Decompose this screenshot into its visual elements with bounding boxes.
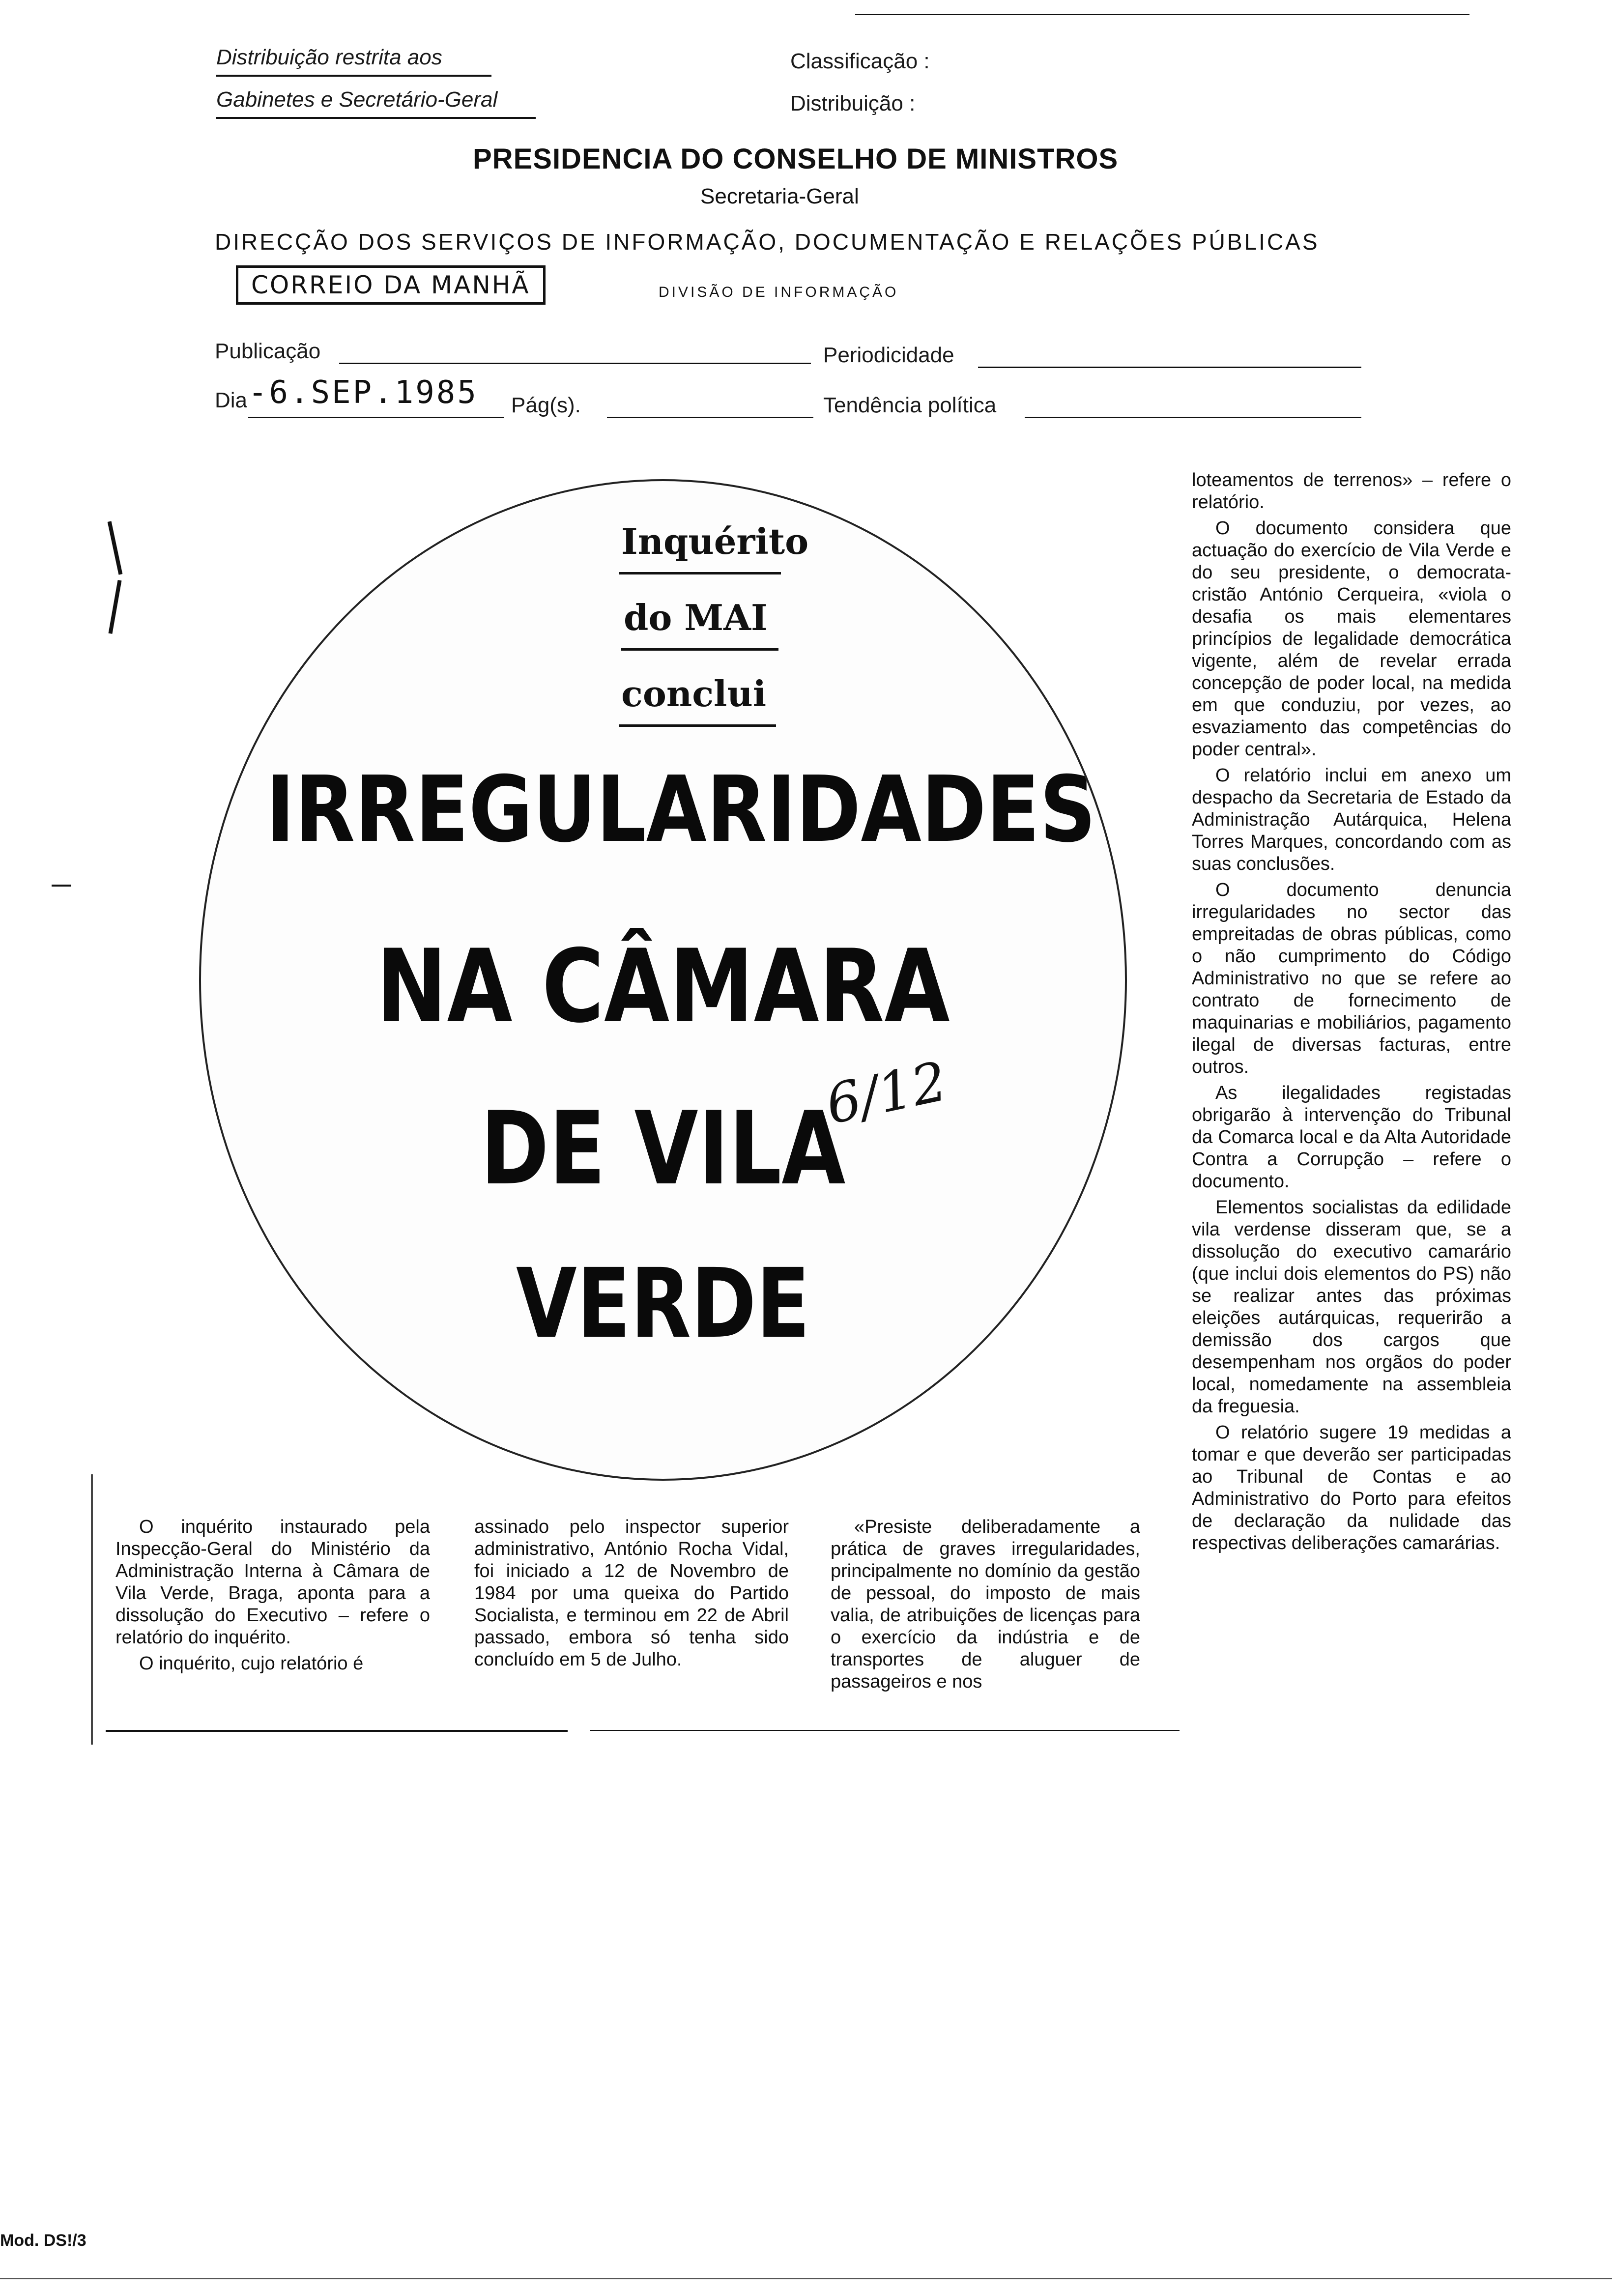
column-end-rule [106,1730,568,1732]
paragraph: As ilegalidades registadas obrigarão à intervenção do Tribunal da Comarca local e da Alta Autoridade Contra a Corrupção – refere o documento. [1192,1083,1511,1192]
form-code: Mod. DS!/3 [0,2231,86,2250]
paragraph: Elementos socialistas da edilidade vila verdense disseram que, se a dissolução do executivo camarário (que inclui dois elementos do PS) não se realizar antes das próximas eleições autárquicas, requerirão a demissão dos cargos que desempenham nos orgãos do poder local, nomedamente na assembleia da freguesia. [1192,1197,1511,1417]
paragraph: O relatório sugere 19 medidas a tomar e que deverão ser participadas ao Tribunal de Contas e ao Administrativo do Porto para efeitos de declaração da nulidade das respectivas deliberações camarárias. [1192,1422,1511,1553]
paragraph: O inquérito, cujo relatório é [139,1653,364,1674]
clipping-edge [91,1474,93,1745]
periodicity-fill-line [978,367,1361,368]
headline-line-1: IRREGULARIDADES [265,756,1096,862]
publication-label: Publicação [215,339,321,363]
distribution-line-1: Distribuição restrita aos [216,45,442,69]
publication-stamp: CORREIO DA MANHÃ [236,265,546,305]
headline-line-3: DE VILA [480,1091,846,1207]
headline-line-2: NA CÂMARA [376,928,950,1045]
article-column-4 [1192,469,1511,1558]
division-label: DIVISÃO DE INFORMAÇÃO [659,284,899,300]
margin-mark [108,521,123,574]
direction-title: DIRECÇÃO DOS SERVIÇOS DE INFORMAÇÃO, DOCUMENTAÇÃO E RELAÇÕES PÚBLICAS [215,229,1320,255]
distribution-line-2: Gabinetes e Secretário-Geral [216,87,498,112]
kicker-line-3: conclui [621,673,767,715]
paragraph: O documento denuncia irregularidades no sector das empreitadas de obras públicas, como o não cumprimento do Código Administrativo no que se refere ao contrato de fornecimento de maquinarias e mobiliários, pagamento ilegal de diversas facturas, entre outros. [1192,880,1511,1077]
handwritten-note: 6/12 [820,1049,952,1137]
tendency-fill-line [1025,417,1361,418]
org-subtitle: Secretaria-Geral [700,184,859,208]
periodicity-label: Periodicidade [823,343,954,367]
tendency-label: Tendência política [823,393,997,417]
bottom-rule [0,2278,1612,2279]
pages-label: Pág(s). [511,393,581,417]
paragraph: O relatório inclui em anexo um despacho da Secretaria de Estado da Administração Autárquica, Helena Torres Marques, concordando com as suas conclusões. [1192,765,1511,874]
top-rule [855,14,1469,15]
classification-label: Classificação : [790,49,930,73]
article-column-2 [474,1516,789,1675]
paragraph: assinado pelo inspector superior administrativo, António Rocha Vidal, foi iniciado a 12 de Novembro de 1984 por uma queixa do Partido Socialista, e terminou em 22 de Abril passado, embora só tenha sido concluído em 5 de Julho. [474,1517,789,1670]
margin-mark [109,580,122,634]
distribution-rule-2 [216,117,536,119]
margin-mark [52,885,71,887]
kicker-underline [619,572,781,574]
article-column-3 [831,1516,1140,1697]
day-label: Dia [215,388,248,412]
pages-fill-line [607,417,813,418]
distribution-label: Distribuição : [790,91,916,115]
article-column-1 [115,1516,430,1679]
paragraph: O documento considera que actuação do exercício de Vila Verde e do seu presidente, o democrata-cristão António Cerqueira, «viola o desafia os mais elementares princípios de legalidade democrática vigente, além de revelar errada concepção de poder local, na medida em que conduziu, por vezes, ao esvaziamento das competências do poder central». [1192,518,1511,760]
date-stamp: -6.SEP.1985 [248,374,478,411]
kicker-underline [619,724,776,727]
paragraph: O inquérito instaurado pela Inspecção-Geral do Ministério da Administração Interna à Câmara de Vila Verde, Braga, aponta para a dissolução do Executivo – refere o relatório do inquérito. [115,1517,430,1648]
kicker-underline [621,648,778,651]
publication-fill-line [339,363,811,364]
paragraph: loteamentos de terrenos» – refere o relatório. [1192,470,1511,513]
day-fill-line [248,417,504,418]
org-title: PRESIDENCIA DO CONSELHO DE MINISTROS [473,143,1119,175]
headline-circle [199,479,1127,1481]
column-end-rule [590,1730,1180,1731]
kicker-line-1: Inquérito [621,520,809,562]
headline-line-4: VERDE [516,1248,810,1359]
kicker-line-2: do MAI [624,597,768,638]
distribution-rule-1 [216,75,491,77]
paragraph: «Presiste deliberadamente a prática de graves irregularidades, principalmente no domínio da gestão de pessoal, do imposto de mais valia, de atribuições de licenças para o exercício da indústria e de transportes de aluguer de passageiros e nos [831,1517,1140,1692]
